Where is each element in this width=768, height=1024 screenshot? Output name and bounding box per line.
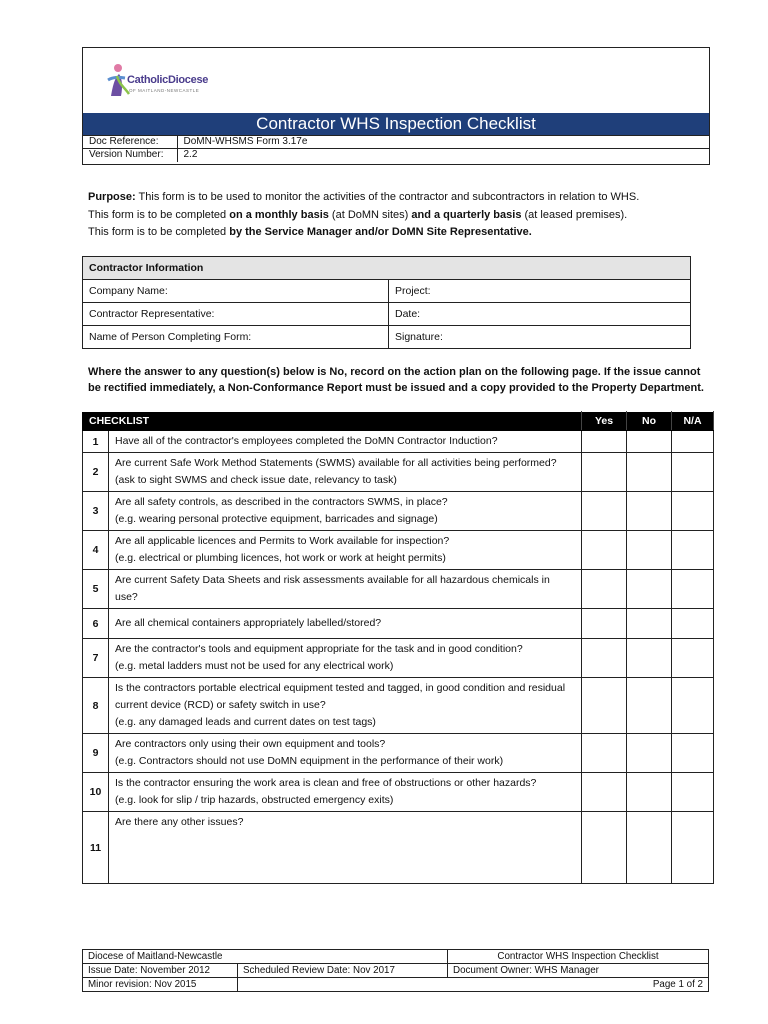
checklist-row — [83, 812, 714, 884]
checklist-item-number: 8 — [83, 678, 109, 734]
version-value: 2.2 — [177, 149, 709, 162]
monthly-basis-text: on a monthly basis — [229, 208, 329, 221]
company-name-field[interactable]: Company Name: — [83, 280, 389, 303]
document-header — [82, 47, 710, 165]
column-na: N/A — [672, 412, 714, 431]
checklist-question-line: Are all safety controls, as described in the contractors SWMS, in place? — [115, 496, 448, 508]
answer-no-cell[interactable] — [627, 531, 672, 570]
doc-reference-value: DoMN-WHSMS Form 3.17e — [177, 136, 709, 149]
answer-yes-cell[interactable] — [582, 678, 627, 734]
purpose-line-2-sites: (at DoMN sites) — [328, 208, 412, 221]
answer-yes-cell[interactable] — [582, 531, 627, 570]
checklist-item-number: 11 — [83, 812, 109, 884]
answer-na-cell[interactable] — [672, 492, 714, 531]
contractor-representative-field[interactable]: Contractor Representative: — [83, 303, 389, 326]
meta-row-version — [83, 149, 709, 162]
purpose-line-2 — [88, 207, 708, 225]
answer-no-cell[interactable] — [627, 453, 672, 492]
answer-yes-cell[interactable] — [582, 639, 627, 678]
checklist-question-line: Are current Safe Work Method Statements (SWMS) available for all activities being performed? — [115, 457, 557, 469]
answer-na-cell[interactable] — [672, 431, 714, 453]
checklist-item-number: 3 — [83, 492, 109, 531]
answer-no-cell[interactable] — [627, 734, 672, 773]
purpose-line-2-text: This form is to be completed — [88, 208, 230, 221]
column-no: No — [627, 412, 672, 431]
checklist-item-number: 4 — [83, 531, 109, 570]
checklist-header-row — [83, 412, 714, 431]
checklist-question-line: Are all applicable licences and Permits to Work available for inspection? — [115, 535, 450, 547]
footer-owner: Document Owner: WHS Manager — [448, 964, 709, 978]
checklist-question-line: Are the contractor's tools and equipment appropriate for the task and in good condition? — [115, 643, 523, 655]
answer-yes-cell[interactable] — [582, 812, 627, 884]
checklist-item-number: 1 — [83, 431, 109, 453]
answer-no-cell[interactable] — [627, 431, 672, 453]
logo-text: CatholicDiocese — [127, 74, 209, 86]
diocese-logo — [105, 60, 245, 100]
checklist-item-number: 2 — [83, 453, 109, 492]
checklist-question-line: (e.g. wearing personal protective equipment, barricades and signage) — [115, 513, 438, 525]
checklist-question-line: current device (RCD) or safety switch in use? — [115, 699, 326, 711]
answer-yes-cell[interactable] — [582, 492, 627, 531]
quarterly-basis-text: and a quarterly basis — [411, 208, 522, 221]
checklist-question-line: Is the contractors portable electrical equipment tested and tagged, in good condition and residual — [115, 682, 566, 694]
answer-yes-cell[interactable] — [582, 570, 627, 609]
document-footer — [82, 949, 709, 992]
checklist-question — [109, 609, 582, 639]
answer-na-cell[interactable] — [672, 609, 714, 639]
answer-no-cell[interactable] — [627, 492, 672, 531]
contractor-info-heading: Contractor Information — [83, 257, 691, 280]
answer-na-cell[interactable] — [672, 570, 714, 609]
answer-yes-cell[interactable] — [582, 734, 627, 773]
person-completing-field[interactable]: Name of Person Completing Form: — [83, 326, 389, 349]
answer-no-cell[interactable] — [627, 639, 672, 678]
checklist-question — [109, 453, 582, 492]
checklist-question-line: Have all of the contractor's employees completed the DoMN Contractor Induction? — [115, 435, 498, 447]
inspection-checklist — [82, 411, 714, 884]
answer-yes-cell[interactable] — [582, 773, 627, 812]
answer-na-cell[interactable] — [672, 678, 714, 734]
answer-yes-cell[interactable] — [582, 453, 627, 492]
answer-no-cell[interactable] — [627, 812, 672, 884]
checklist-question-line: Are there any other issues? — [115, 816, 244, 828]
checklist-item-number: 10 — [83, 773, 109, 812]
checklist-row — [83, 570, 714, 609]
signature-field[interactable]: Signature: — [389, 326, 691, 349]
project-field[interactable]: Project: — [389, 280, 691, 303]
answer-na-cell[interactable] — [672, 531, 714, 570]
checklist-row — [83, 639, 714, 678]
checklist-item-number: 5 — [83, 570, 109, 609]
logo-subtext: OF MAITLAND-NEWCASTLE — [129, 88, 200, 93]
checklist-item-number: 7 — [83, 639, 109, 678]
purpose-section — [88, 189, 708, 242]
checklist-question — [109, 531, 582, 570]
footer-doc-title: Contractor WHS Inspection Checklist — [448, 950, 709, 964]
document-meta — [83, 135, 709, 162]
footer-review-date: Scheduled Review Date: Nov 2017 — [238, 964, 448, 978]
date-field[interactable]: Date: — [389, 303, 691, 326]
checklist-question-line: (e.g. electrical or plumbing licences, hot work or work at height permits) — [115, 552, 446, 564]
checklist-row — [83, 734, 714, 773]
answer-na-cell[interactable] — [672, 453, 714, 492]
checklist-item-number: 9 — [83, 734, 109, 773]
checklist-row — [83, 431, 714, 453]
meta-row-doc-reference — [83, 136, 709, 149]
checklist-question-line: (e.g. any damaged leads and current dates on test tags) — [115, 716, 376, 728]
checklist-row — [83, 773, 714, 812]
answer-no-cell[interactable] — [627, 570, 672, 609]
doc-reference-label: Doc Reference: — [83, 136, 177, 149]
checklist-question — [109, 678, 582, 734]
checklist-question-line: Are all chemical containers appropriately labelled/stored? — [115, 617, 382, 629]
footer-issue-date: Issue Date: November 2012 — [83, 964, 238, 978]
checklist-row — [83, 531, 714, 570]
checklist-item-number: 6 — [83, 609, 109, 639]
checklist-question-line: (e.g. metal ladders must not be used for any electrical work) — [115, 660, 394, 672]
answer-na-cell[interactable] — [672, 734, 714, 773]
purpose-line-3 — [88, 224, 708, 242]
purpose-label: Purpose: — [88, 191, 136, 203]
checklist-question-line: Are contractors only using their own equipment and tools? — [115, 738, 386, 750]
checklist-question-line: (e.g. Contractors should not use DoMN equipment in the performance of their work) — [115, 755, 504, 767]
checklist-question-line: (e.g. look for slip / trip hazards, obstructed emergency exits) — [115, 794, 394, 806]
checklist-row — [83, 453, 714, 492]
purpose-line-1 — [88, 189, 708, 207]
document-title: Contractor WHS Inspection Checklist — [83, 113, 709, 135]
checklist-question-line: (ask to sight SWMS and check issue date, relevancy to task) — [115, 474, 397, 486]
checklist-row — [83, 678, 714, 734]
checklist-question-line: Is the contractor ensuring the work area is clean and free of obstructions or other hazards? — [115, 777, 537, 789]
answer-no-cell[interactable] — [627, 609, 672, 639]
footer-page-number: Page 1 of 2 — [238, 978, 709, 992]
answer-no-cell[interactable] — [627, 678, 672, 734]
checklist-question — [109, 639, 582, 678]
checklist-question — [109, 570, 582, 609]
checklist-row — [83, 609, 714, 639]
version-label: Version Number: — [83, 149, 177, 162]
footer-org: Diocese of Maitland-Newcastle — [83, 950, 448, 964]
checklist-question — [109, 492, 582, 531]
footer-minor-revision: Minor revision: Nov 2015 — [83, 978, 238, 992]
action-plan-notice: Where the answer to any question(s) below is No, record on the action plan on the following page. If the issue cannot be rectified immediately, a Non-Conformance Report must be issued and a copy provided to the Property Department. — [88, 366, 704, 394]
answer-yes-cell[interactable] — [582, 431, 627, 453]
purpose-line-3-text: This form is to be completed — [88, 226, 230, 238]
contractor-info-table — [82, 256, 691, 349]
answer-yes-cell[interactable] — [582, 609, 627, 639]
column-yes: Yes — [582, 412, 627, 431]
answer-no-cell[interactable] — [627, 773, 672, 812]
answer-na-cell[interactable] — [672, 773, 714, 812]
answer-na-cell[interactable] — [672, 639, 714, 678]
checklist-question — [109, 734, 582, 773]
checklist-question-line: Are current Safety Data Sheets and risk assessments available for all hazardous chemicals in use? — [115, 574, 550, 603]
checklist-heading: CHECKLIST — [83, 412, 582, 431]
checklist-row — [83, 492, 714, 531]
purpose-text: This form is to be used to monitor the activities of the contractor and subcontractors in relation to WHS. — [135, 191, 640, 203]
completed-by-text: by the Service Manager and/or DoMN Site Representative. — [229, 226, 532, 238]
checklist-question — [109, 431, 582, 453]
checklist-question — [109, 773, 582, 812]
purpose-line-2-premises: (at leased premises). — [521, 208, 628, 221]
answer-na-cell[interactable] — [672, 812, 714, 884]
checklist-question — [109, 812, 582, 884]
